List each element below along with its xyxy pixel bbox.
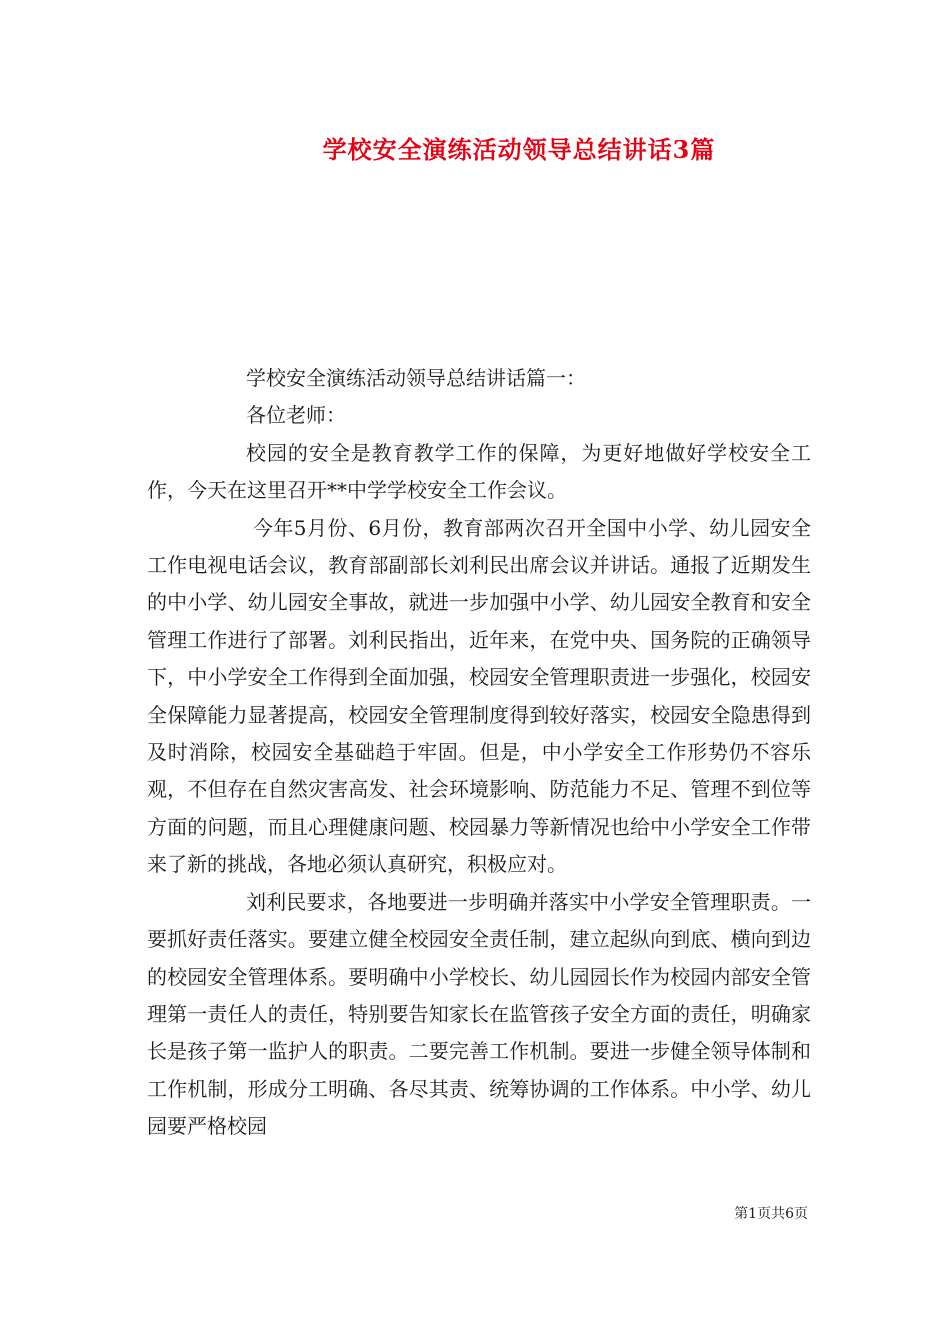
paragraph: 刘利民要求，各地要进一步明确并落实中小学安全管理职责。一要抓好责任落实。要建立健全校园安全责任制，建立起纵向到底、横向到边的校园安全管理体系。要明确中小学校长、幼儿园园长作为校园内部安全管理第一责任人的责任，特别要告知家长在监管孩子安全方面的责任，明确家长是孩子第一监护人的职责。二要完善工作机制。要进一步健全领导体制和工作机制，形成分工明确、各尽其责、统筹协调的工作体系。中小学、幼儿园要严格校园 xyxy=(147,889,811,1139)
salutation: 各位老师： xyxy=(246,403,346,428)
document-title: 学校安全演练活动领导总结讲话3篇 xyxy=(322,135,716,164)
section-heading: 学校安全演练活动领导总结讲话篇一： xyxy=(246,366,586,390)
page-number: 第1页共6页 xyxy=(734,1206,808,1222)
paragraph: 今年5月份、6月份，教育部两次召开全国中小学、幼儿园安全工作电视电话会议，教育部副部长刘利民出席会议并讲话。通报了近期发生的中小学、幼儿园安全事故，就进一步加强中小学、幼儿园安全教育和安全管理工作进行了部署。刘利民指出，近年来，在党中央、国务院的正确领导下，中小学安全工作得到全面加强，校园安全管理职责进一步强化，校园安全保障能力显著提高，校园安全管理制度得到较好落实，校园安全隐患得到及时消除，校园安全基础趋于牢固。但是，中小学安全工作形势仍不容乐观，不但存在自然灾害高发、社会环境影响、防范能力不足、管理不到位等方面的问题，而且心理健康问题、校园暴力等新情况也给中小学安全工作带来了新的挑战，各地必须认真研究，积极应对。 xyxy=(147,515,812,877)
document-body xyxy=(147,360,811,1146)
paragraph: 校园的安全是教育教学工作的保障，为更好地做好学校安全工作，今天在这里召开**中学学校安全工作会议。 xyxy=(147,440,811,503)
